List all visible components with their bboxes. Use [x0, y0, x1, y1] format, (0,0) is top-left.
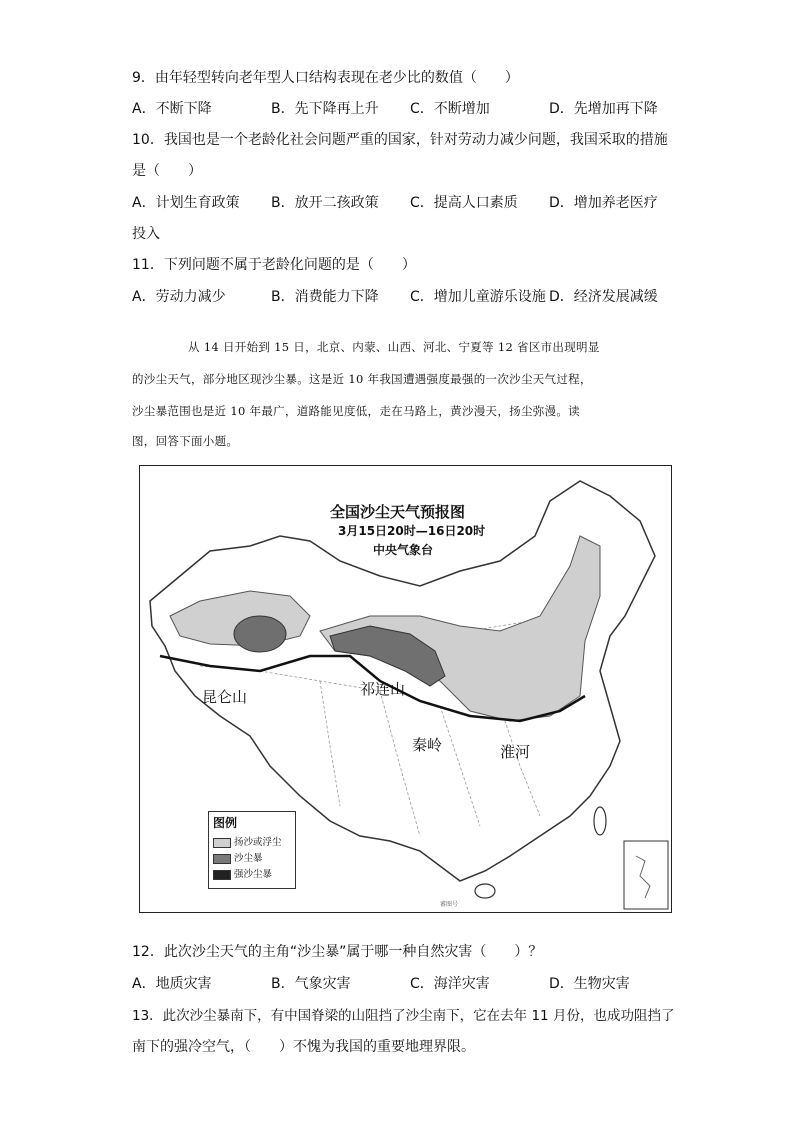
map-title: 全国沙尘天气预报图 [330, 503, 466, 521]
question-10-option-d: D．增加养老医疗 [549, 195, 658, 211]
south-china-sea-inset [624, 841, 668, 909]
question-11-option-c: C．增加儿童游乐设施 [410, 289, 546, 305]
legend-swatch-floating-dust [213, 838, 231, 848]
question-10-option-c: C．提高人口素质 [410, 195, 518, 211]
question-12-option-b: B．气象灾害 [271, 976, 351, 992]
question-10-stem-line2: 是（ ） [132, 163, 202, 179]
passage-line-1: 从 14 日开始到 15 日，北京、内蒙、山西、河北、宁夏等 12 省区市出现明显 [188, 340, 600, 354]
question-12-option-d: D．生物灾害 [549, 976, 630, 992]
legend-title: 图例 [213, 816, 238, 830]
legend-item-floating-dust [213, 834, 282, 848]
legend-item-strong-sandstorm [213, 866, 272, 880]
legend-label-strong-sandstorm: 强沙尘暴 [234, 869, 273, 880]
hainan-island [475, 884, 495, 898]
label-qilian: 祁连山 [360, 680, 406, 698]
question-12-option-c: C．海洋灾害 [410, 976, 490, 992]
taiwan-island [594, 807, 606, 835]
sandstorm-forecast-map [139, 465, 672, 913]
legend-label-floating-dust: 扬沙或浮尘 [234, 837, 282, 848]
map-source: 中央气象台 [373, 543, 434, 557]
label-qinling: 秦岭 [412, 736, 443, 754]
question-11-option-b: B．消费能力下降 [271, 289, 379, 305]
legend-label-sandstorm: 沙尘暴 [234, 853, 263, 864]
question-9-option-c: C．不断增加 [410, 101, 490, 117]
legend-item-sandstorm [213, 850, 263, 864]
question-9-option-a: A．不断下降 [132, 101, 212, 117]
passage-line-2: 的沙尘天气，部分地区现沙尘暴。这是近 10 年我国遭遇强度最强的一次沙尘天气过程， [132, 372, 592, 386]
question-11-option-d: D．经济发展减缓 [549, 289, 658, 305]
map-subtitle: 3月15日20时—16日20时 [338, 524, 486, 538]
label-huaihe: 淮河 [500, 743, 531, 761]
question-12-stem: 12．此次沙尘天气的主角“沙尘暴”属于哪一种自然灾害（ ）？ [132, 944, 543, 960]
question-10-option-b: B．放开二孩政策 [271, 195, 379, 211]
sandstorm-area-west [234, 616, 286, 652]
map-scale-text: 審图号 [440, 901, 459, 908]
question-11-stem: 11．下列问题不属于老龄化问题的是（ ） [132, 257, 416, 273]
legend-swatch-strong-sandstorm [213, 870, 231, 880]
question-11-option-a: A．劳动力减少 [132, 289, 226, 305]
question-10-stem-line1: 10．我国也是一个老龄化社会问题严重的国家，针对劳动力减少问题，我国采取的措施 [132, 132, 668, 148]
map-legend [208, 811, 296, 889]
question-10-option-d-continuation: 投入 [132, 226, 160, 242]
legend-swatch-sandstorm [213, 854, 231, 864]
question-9-stem: 9．由年轻型转向老年型人口结构表现在老少比的数值（ ） [132, 70, 519, 86]
question-13-stem-line2: 南下的强冷空气，（ ）不愧为我国的重要地理界限。 [132, 1039, 475, 1055]
passage-line-3: 沙尘暴范围也是近 10 年最广，道路能见度低，走在马路上，黄沙漫天，扬尘弥漫。读 [132, 404, 580, 418]
question-13-stem-line1: 13．此次沙尘暴南下，有中国脊梁的山阻挡了沙尘南下，它在去年 11 月份，也成功阻挡了 [132, 1008, 675, 1024]
label-kunlun: 昆仑山 [202, 688, 248, 706]
question-9-option-b: B．先下降再上升 [271, 101, 379, 117]
question-10-option-a: A．计划生育政策 [132, 195, 240, 211]
question-12-option-a: A．地质灾害 [132, 976, 212, 992]
question-9-option-d: D．先增加再下降 [549, 101, 658, 117]
passage-line-4: 图，回答下面小题。 [132, 434, 239, 448]
